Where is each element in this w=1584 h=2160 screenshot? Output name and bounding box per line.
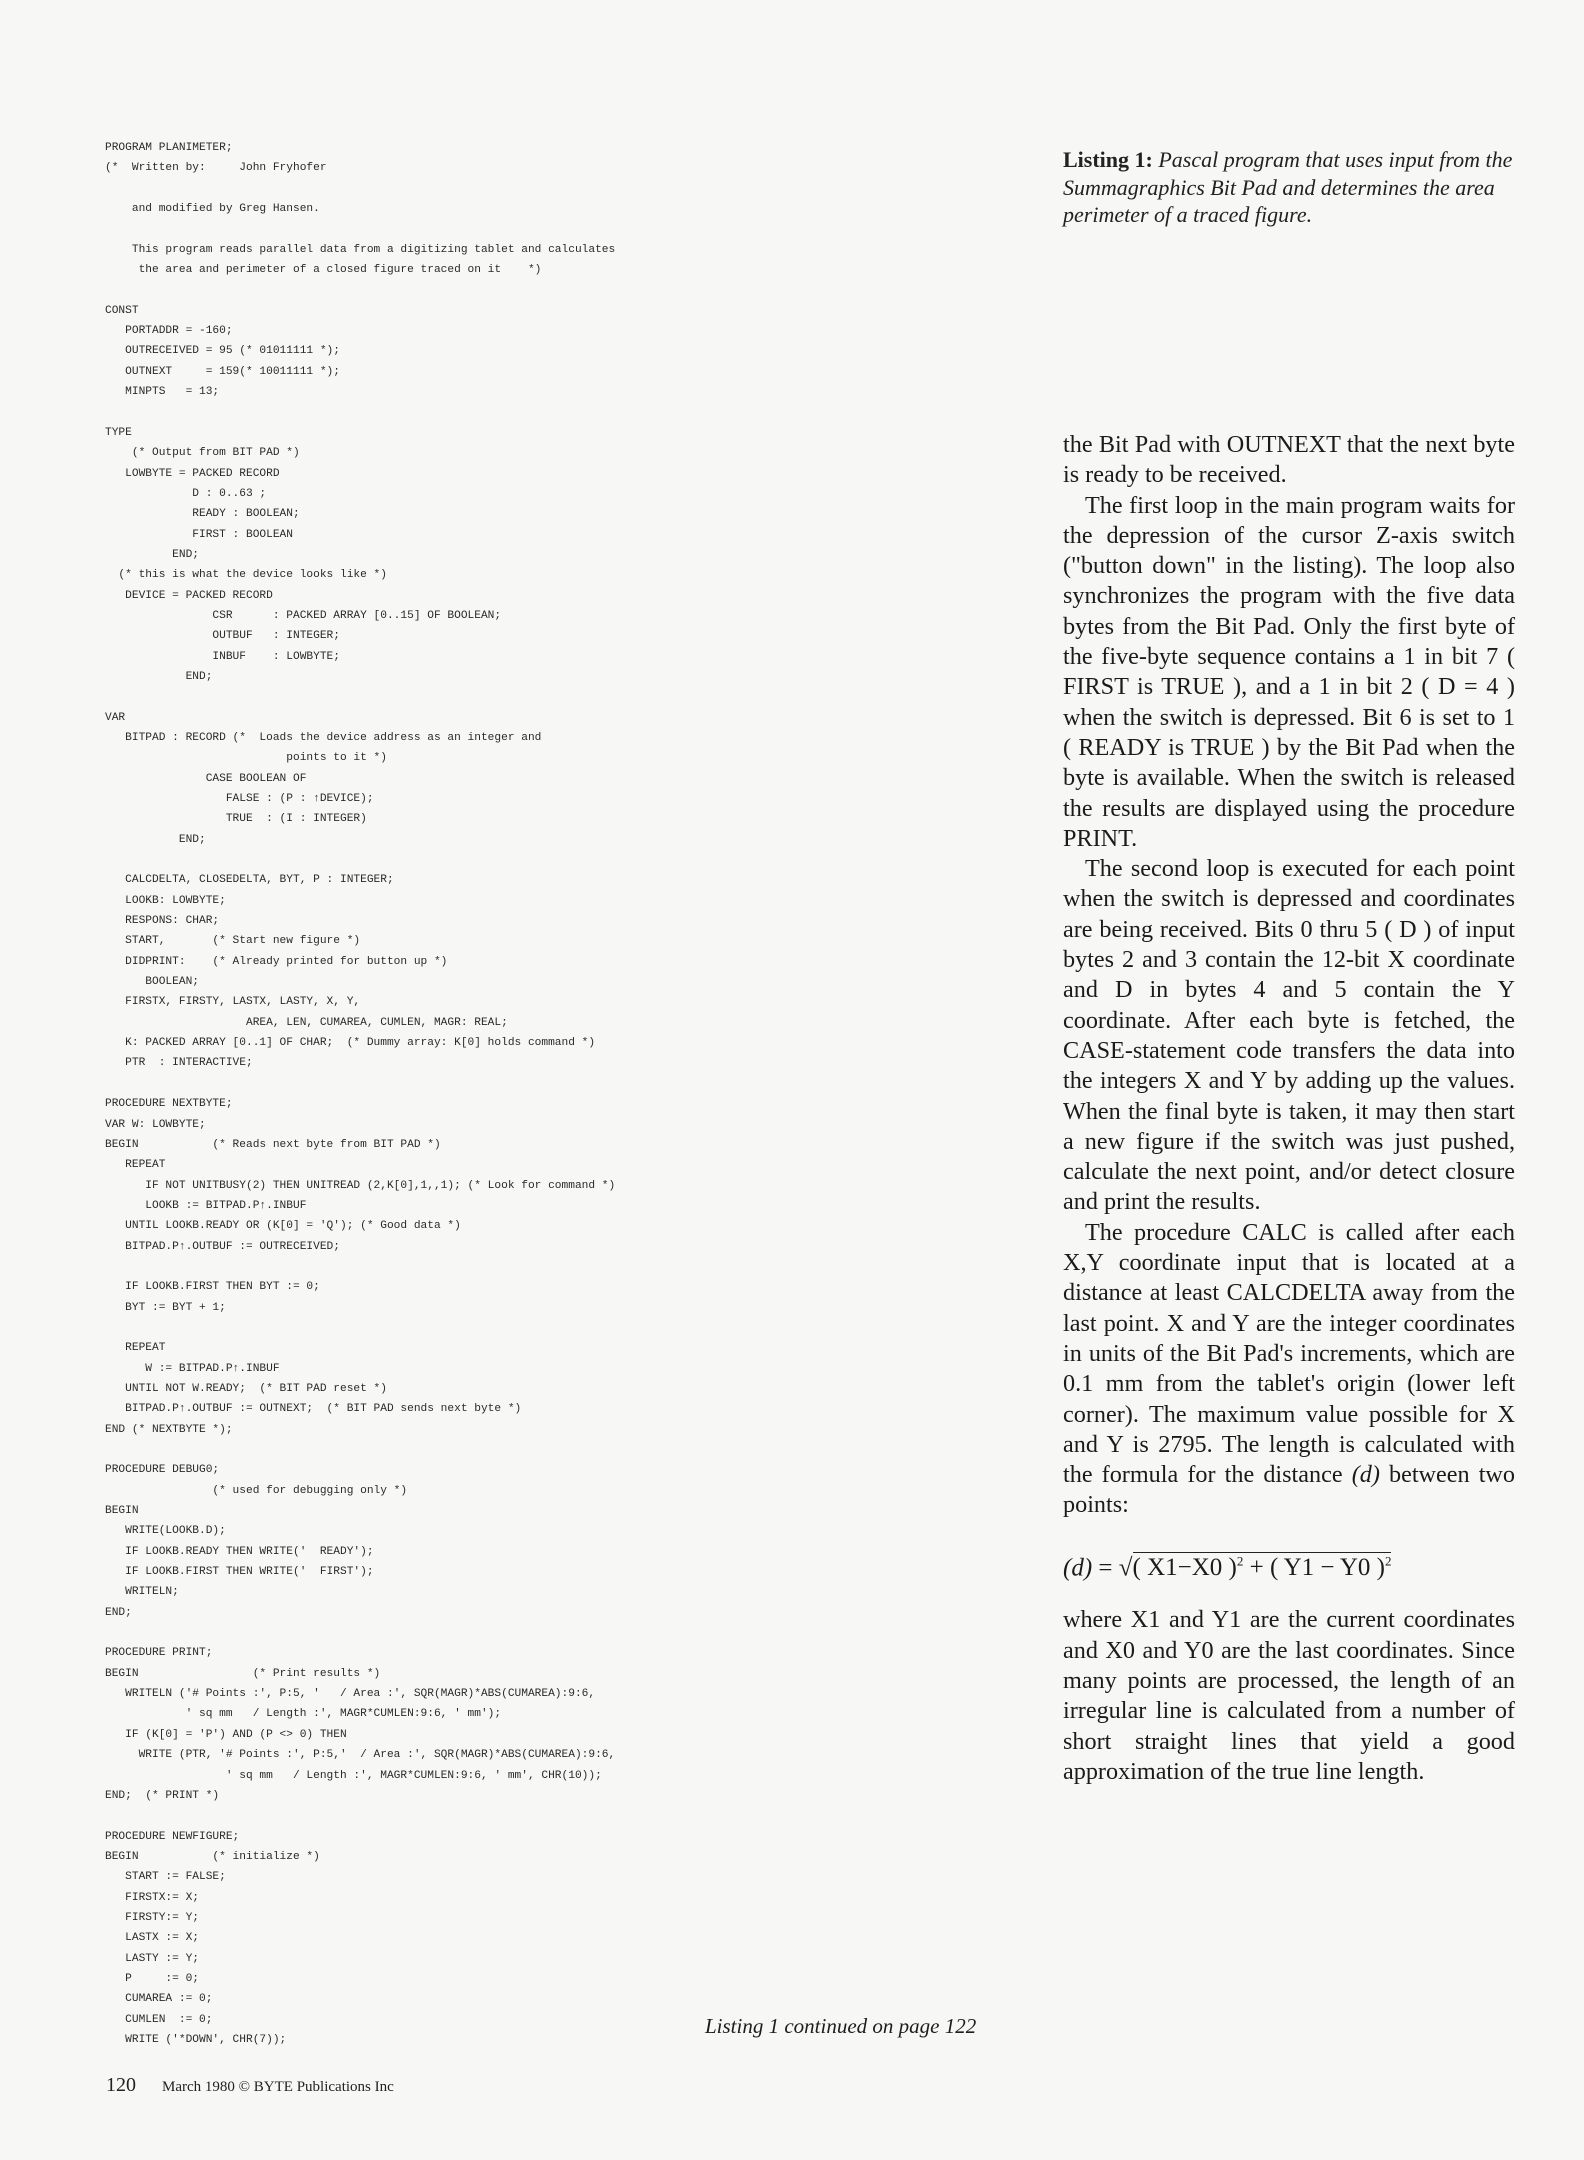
code-line: points to it *) [105, 752, 387, 765]
exponent: 2 [1236, 1553, 1244, 1569]
exponent: 2 [1384, 1553, 1392, 1569]
code-line: BEGIN (* Reads next byte from BIT PAD *) [105, 1138, 441, 1151]
publication-line: March 1980 © BYTE Publications Inc [162, 2079, 394, 2095]
code-line: RESPONS: CHAR; [105, 915, 220, 928]
code-line: START := FALSE; [105, 1871, 226, 1884]
code-line: PROCEDURE NEXTBYTE; [105, 1098, 233, 1111]
code-line: MINPTS = 13; [105, 386, 220, 399]
code-line: and modified by Greg Hansen. [105, 203, 320, 216]
code-line: END; [105, 1606, 132, 1619]
code-line [105, 179, 615, 199]
code-line: (* this is what the device looks like *) [105, 569, 387, 582]
formula-term-x: ( X1−X0 ) [1132, 1554, 1237, 1582]
code-listing [105, 138, 615, 2050]
code-line: IF NOT UNITBUSY(2) THEN UNITREAD (2,K[0],1,,1); (* Look for command *) [105, 1179, 616, 1192]
code-line: END (* NEXTBYTE *); [105, 1423, 233, 1436]
code-line: OUTRECEIVED = 95 (* 01011111 *); [105, 345, 340, 358]
code-line: CALCDELTA, CLOSEDELTA, BYT, P : INTEGER; [105, 874, 394, 887]
code-line: K: PACKED ARRAY [0..1] OF CHAR; (* Dummy array: K[0] holds command *) [105, 1037, 596, 1050]
code-line [105, 1318, 615, 1338]
code-line: W := BITPAD.P↑.INBUF [105, 1362, 280, 1375]
code-line: This program reads parallel data from a digitizing tablet and calculates [105, 243, 616, 256]
code-line: END; (* PRINT *) [105, 1789, 220, 1802]
code-line [105, 1440, 615, 1460]
code-line: BITPAD : RECORD (* Loads the device address as an integer and [105, 731, 542, 744]
caption-text: Pascal program that uses input from the Summagraphics Bit Pad and determines the area perimeter of a traced figure. [1063, 147, 1513, 227]
code-line: CONST [105, 304, 139, 317]
code-line: UNTIL NOT W.READY; (* BIT PAD reset *) [105, 1382, 387, 1395]
code-line: START, (* Start new figure *) [105, 935, 361, 948]
code-line: BEGIN [105, 1505, 139, 1518]
distance-formula [1063, 1547, 1515, 1584]
code-line: FIRSTY:= Y; [105, 1911, 199, 1924]
radical-sign: √ [1118, 1554, 1133, 1582]
code-line: UNTIL LOOKB.READY OR (K[0] = 'Q'); (* Good data *) [105, 1220, 461, 1233]
code-line: PROCEDURE NEWFIGURE; [105, 1830, 240, 1843]
paragraph-text: between two points: [1063, 1461, 1515, 1519]
code-line: LOOKB: LOWBYTE; [105, 894, 226, 907]
code-line: REPEAT [105, 1342, 166, 1355]
code-line: CSR : PACKED ARRAY [0..15] OF BOOLEAN; [105, 609, 502, 622]
code-line: BITPAD.P↑.OUTBUF := OUTNEXT; (* BIT PAD sends next byte *) [105, 1403, 522, 1416]
code-line: IF (K[0] = 'P') AND (P <> 0) THEN [105, 1728, 347, 1741]
code-line [105, 1806, 615, 1826]
code-line: PORTADDR = -160; [105, 325, 233, 338]
code-line [105, 219, 615, 239]
code-line: BEGIN (* Print results *) [105, 1667, 381, 1680]
paragraph: the Bit Pad with OUTNEXT that the next byte is ready to be received. [1063, 431, 1515, 489]
code-line: FIRSTX, FIRSTY, LASTX, LASTY, X, Y, [105, 996, 361, 1009]
code-line: ' sq mm / Length :', MAGR*CUMLEN:9:6, ' mm', CHR(10)); [105, 1769, 602, 1782]
code-line: WRITE(LOOKB.D); [105, 1525, 226, 1538]
code-line: BITPAD.P↑.OUTBUF := OUTRECEIVED; [105, 1240, 340, 1253]
formula-lhs: (d) [1063, 1554, 1093, 1582]
code-line: P := 0; [105, 1972, 199, 1985]
formula-term-y: ( Y1 − Y0 ) [1269, 1554, 1385, 1582]
code-line: WRITELN; [105, 1586, 179, 1599]
code-line: PTR : INTERACTIVE; [105, 1057, 253, 1070]
code-line: DEVICE = PACKED RECORD [105, 589, 273, 602]
code-line: READY : BOOLEAN; [105, 508, 300, 521]
article-body [1063, 430, 1515, 1787]
paragraph: The second loop is executed for each point when the switch is depressed and coordinates are being received. Bits 0 thru 5 ( D ) of input bytes 2 and 3 contain the 12-bit X coordinate and D in bytes 4 and 5 contain the Y coordinate. After each byte is fetched, the CASE-statement code transfers the data into the integers X and Y by adding up the values. When the final byte is taken, it may then start a new figure if the switch was just pushed, calculate the next point, and/or detect closure and print the results. [1063, 855, 1515, 1216]
code-line: (* used for debugging only *) [105, 1484, 408, 1497]
code-line: DIDPRINT: (* Already printed for button up *) [105, 955, 448, 968]
code-line: IF LOOKB.READY THEN WRITE(' READY'); [105, 1545, 374, 1558]
code-line: CUMAREA := 0; [105, 1993, 213, 2006]
code-line: FIRSTX:= X; [105, 1891, 199, 1904]
listing-caption [1063, 146, 1515, 229]
paragraph [1063, 1218, 1515, 1521]
code-line: PROCEDURE PRINT; [105, 1647, 213, 1660]
code-line: WRITE (PTR, '# Points :', P:5,' / Area :', SQR(MAGR)*ABS(CUMAREA):9:6, [105, 1749, 616, 1762]
code-line: WRITELN ('# Points :', P:5, ' / Area :', SQR(MAGR)*ABS(CUMAREA):9:6, [105, 1688, 596, 1701]
code-line: LOOKB := BITPAD.P↑.INBUF [105, 1199, 307, 1212]
code-line: OUTBUF : INTEGER; [105, 630, 340, 643]
paragraph: The first loop in the main program waits for the depression of the cursor Z-axis switch ("button down" in the listing). The loop also synchronizes the program with the five data bytes from the Bit Pad. Only the first byte of the five-byte sequence contains a 1 in bit 7 ( FIRST is TRUE ), and a 1 in bit 2 ( D = 4 ) when the switch is depressed. Bit 6 is set to 1 ( READY is TRUE ) by the Bit Pad when the byte is available. When the switch is released the results are displayed using the procedure PRINT. [1063, 491, 1515, 852]
code-line: REPEAT [105, 1159, 166, 1172]
code-line: CASE BOOLEAN OF [105, 772, 307, 785]
code-line: IF LOOKB.FIRST THEN WRITE(' FIRST'); [105, 1566, 374, 1579]
formula-equals: = [1092, 1554, 1119, 1582]
page-footer [106, 2074, 394, 2097]
code-line: OUTNEXT = 159(* 10011111 *); [105, 365, 340, 378]
code-line: TYPE [105, 426, 132, 439]
caption-label: Listing 1: [1063, 147, 1153, 172]
code-line: the area and perimeter of a closed figure traced on it *) [105, 264, 542, 277]
code-line: D : 0..63 ; [105, 487, 267, 500]
code-line: PROGRAM PLANIMETER; [105, 142, 233, 154]
code-line: (* Written by: John Fryhofer [105, 162, 327, 175]
page-number: 120 [106, 2074, 136, 2096]
formula-plus: + [1243, 1554, 1270, 1582]
code-line: VAR W: LOWBYTE; [105, 1118, 206, 1131]
code-line: BEGIN (* initialize *) [105, 1850, 320, 1863]
code-line: FIRST : BOOLEAN [105, 528, 293, 541]
code-line: END; [105, 670, 213, 683]
code-line: IF LOOKB.FIRST THEN BYT := 0; [105, 1281, 320, 1294]
listing-continued-note: Listing 1 continued on page 122 [705, 2014, 977, 2038]
code-line: VAR [105, 711, 126, 724]
code-line: END; [105, 833, 206, 846]
code-line: END; [105, 548, 199, 561]
code-line: FALSE : (P : ↑DEVICE); [105, 793, 374, 805]
paragraph-text: The procedure CALC is called after each X,Y coordinate input that is located at a distance at least CALCDELTA away from the last point. X and Y are the integer coordinates in units of the Bit Pad's increments, which are 0.1 mm from the tablet's origin (lower left corner). The maximum value possible for X and Y is 2795. The length is calculated with the formula for the distance [1063, 1218, 1515, 1489]
code-line: BOOLEAN; [105, 976, 199, 989]
code-line [105, 402, 615, 422]
code-line: TRUE : (I : INTEGER) [105, 813, 367, 826]
code-line: CUMLEN := 0; [105, 2013, 213, 2026]
radicand [1133, 1552, 1392, 1581]
code-line [105, 1074, 615, 1094]
code-line: AREA, LEN, CUMAREA, CUMLEN, MAGR: REAL; [105, 1016, 508, 1029]
code-line: LASTY := Y; [105, 1952, 199, 1965]
code-line: LASTX := X; [105, 1932, 199, 1945]
code-line [105, 687, 615, 707]
code-line: BYT := BYT + 1; [105, 1301, 226, 1314]
code-line [105, 1623, 615, 1643]
code-line: INBUF : LOWBYTE; [105, 650, 340, 663]
paragraph: where X1 and Y1 are the current coordinates and X0 and Y0 are the last coordinates. Since many points are processed, the length of an irregular line is calculated from a number of short straight lines that yield a good approximation of the true line length. [1063, 1606, 1515, 1785]
code-line: (* Output from BIT PAD *) [105, 447, 300, 460]
code-line [105, 850, 615, 870]
code-line [105, 1257, 615, 1277]
code-line: WRITE ('*DOWN', CHR(7)); [105, 2033, 287, 2046]
code-line: LOWBYTE = PACKED RECORD [105, 467, 280, 480]
variable-d: (d) [1351, 1461, 1380, 1489]
code-line: ' sq mm / Length :', MAGR*CUMLEN:9:6, ' mm'); [105, 1708, 502, 1721]
code-line [105, 280, 615, 300]
code-line: PROCEDURE DEBUG0; [105, 1464, 220, 1477]
